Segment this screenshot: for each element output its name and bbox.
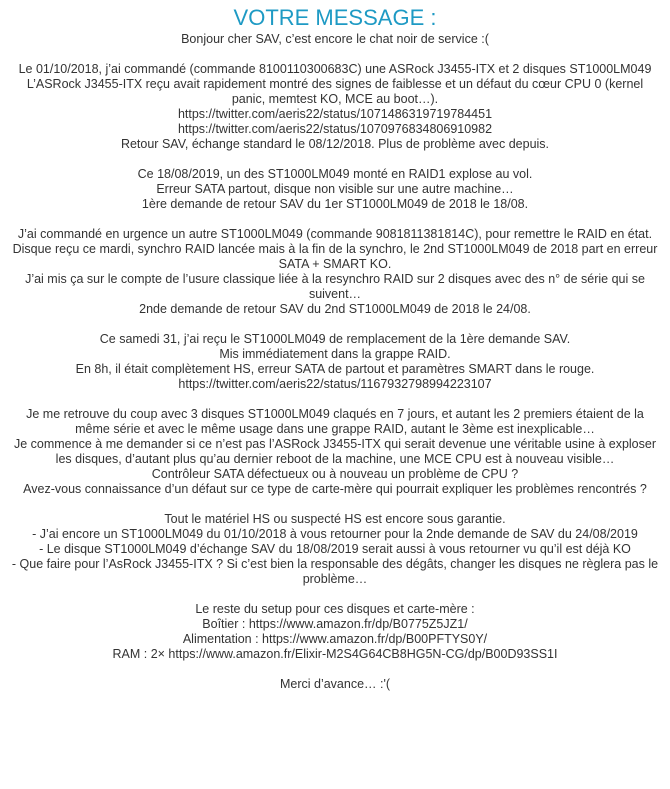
text-line: L’ASRock J3455-ITX reçu avait rapidement montré des signes de faiblesse et un défaut du cœur CPU 0 (kernel panic, memtest KO, MCE au boot…).	[26, 77, 644, 106]
paragraph-warranty	[10, 512, 660, 587]
text-line: Mis immédiatement dans la grappe RAID.	[219, 347, 451, 361]
text-line: Le 01/10/2018, j’ai commandé (commande 8100110300683C) une ASRock J3455-ITX et 2 disques ST1000LM049	[18, 62, 652, 76]
message-container	[10, 6, 660, 692]
text-line: En 8h, il était complètement HS, erreur SATA de partout et paramètres SMART dans le rouge.	[75, 362, 595, 376]
paragraph-spacer	[10, 47, 660, 62]
paragraph-first-failure	[10, 167, 660, 212]
text-line: Ce samedi 31, j’ai reçu le ST1000LM049 de remplacement de la 1ère demande SAV.	[99, 332, 571, 346]
paragraph-closing	[10, 677, 660, 692]
text-line: Disque reçu ce mardi, synchro RAID lancée mais à la fin de la synchro, le 2nd ST1000LM049 de 2018 part en erreur SATA + SMART KO.	[12, 242, 658, 271]
paragraph-greeting	[10, 32, 660, 47]
paragraph-spacer	[10, 152, 660, 167]
text-line: Contrôleur SATA défectueux ou à nouveau un problème de CPU ?	[151, 467, 519, 481]
text-line: Le reste du setup pour ces disques et carte-mère :	[195, 602, 475, 616]
paragraph-spacer	[10, 662, 660, 677]
text-line: 1ère demande de retour SAV du 1er ST1000LM049 de 2018 le 18/08.	[141, 197, 529, 211]
text-line: Avez-vous connaissance d’un défaut sur ce type de carte-mère qui pourrait expliquer les problèmes rencontrés ?	[23, 482, 647, 496]
message-body	[10, 32, 660, 692]
paragraph-spacer	[10, 212, 660, 227]
tweet-link[interactable]: https://twitter.com/aeris22/status/1167932798994223107	[178, 377, 492, 391]
text-line: Je commence à me demander si ce n’est pas l’ASRock J3455-ITX qui serait devenue une véritable usine à exploser les disques, d’autant plus qu’au dernier reboot de la machine, une MCE CPU est à nouveau visible…	[13, 437, 656, 466]
amazon-link-psu[interactable]: Alimentation : https://www.amazon.fr/dp/B00PFTYS0Y/	[182, 632, 488, 646]
text-line: Ce 18/08/2019, un des ST1000LM049 monté en RAID1 explose au vol.	[137, 167, 533, 181]
text-line: J’ai commandé en urgence un autre ST1000LM049 (commande 9081811381814C), pour remettre le RAID en état.	[17, 227, 653, 241]
text-line: - J’ai encore un ST1000LM049 du 01/10/2018 à vous retourner pour la 2nde demande de SAV du 24/08/2019	[32, 527, 638, 541]
text-line: Tout le matériel HS ou suspecté HS est encore sous garantie.	[164, 512, 506, 526]
text-line: - Le disque ST1000LM049 d’échange SAV du 18/08/2019 serait aussi à vous retourner vu qu’il est déjà KO	[39, 542, 631, 556]
text-line: Retour SAV, échange standard le 08/12/2018. Plus de problème avec depuis.	[120, 137, 550, 151]
paragraph-questions	[10, 407, 660, 497]
amazon-link-ram[interactable]: RAM : 2× https://www.amazon.fr/Elixir-M2S4G64CB8HG5N-CG/dp/B00D93SS1I	[112, 647, 558, 661]
paragraph-third-failure	[10, 332, 660, 392]
paragraph-setup	[10, 602, 660, 662]
tweet-link[interactable]: https://twitter.com/aeris22/status/1070976834806910982	[177, 122, 493, 136]
text-line: J’ai mis ça sur le compte de l’usure classique liée à la resynchro RAID sur 2 disques avec des n° de série qui se suivent…	[25, 272, 645, 301]
amazon-link-case[interactable]: Boîtier : https://www.amazon.fr/dp/B0775Z5JZ1/	[202, 617, 468, 631]
closing-line: Merci d’avance… :'(	[279, 677, 391, 691]
greeting-line: Bonjour cher SAV, c’est encore le chat noir de service :(	[181, 32, 489, 46]
paragraph-spacer	[10, 392, 660, 407]
paragraph-spacer	[10, 497, 660, 512]
paragraph-spacer	[10, 587, 660, 602]
text-line: Erreur SATA partout, disque non visible sur une autre machine…	[156, 182, 514, 196]
message-title: VOTRE MESSAGE :	[233, 5, 437, 30]
paragraph-first-order	[10, 62, 660, 152]
text-line: - Que faire pour l’AsRock J3455-ITX ? Si c’est bien la responsable des dégâts, changer les disques ne règlera pas le problème…	[11, 557, 659, 586]
text-line: 2nde demande de retour SAV du 2nd ST1000LM049 de 2018 le 24/08.	[139, 302, 531, 316]
paragraph-spacer	[10, 317, 660, 332]
tweet-link[interactable]: https://twitter.com/aeris22/status/1071486319719784451	[177, 107, 493, 121]
text-line: Je me retrouve du coup avec 3 disques ST1000LM049 claqués en 7 jours, et autant les 2 premiers étaient de la même série et avec le même usage dans une grappe RAID, autant le 3ème est inexplicable…	[26, 407, 644, 436]
paragraph-second-failure	[10, 227, 660, 317]
